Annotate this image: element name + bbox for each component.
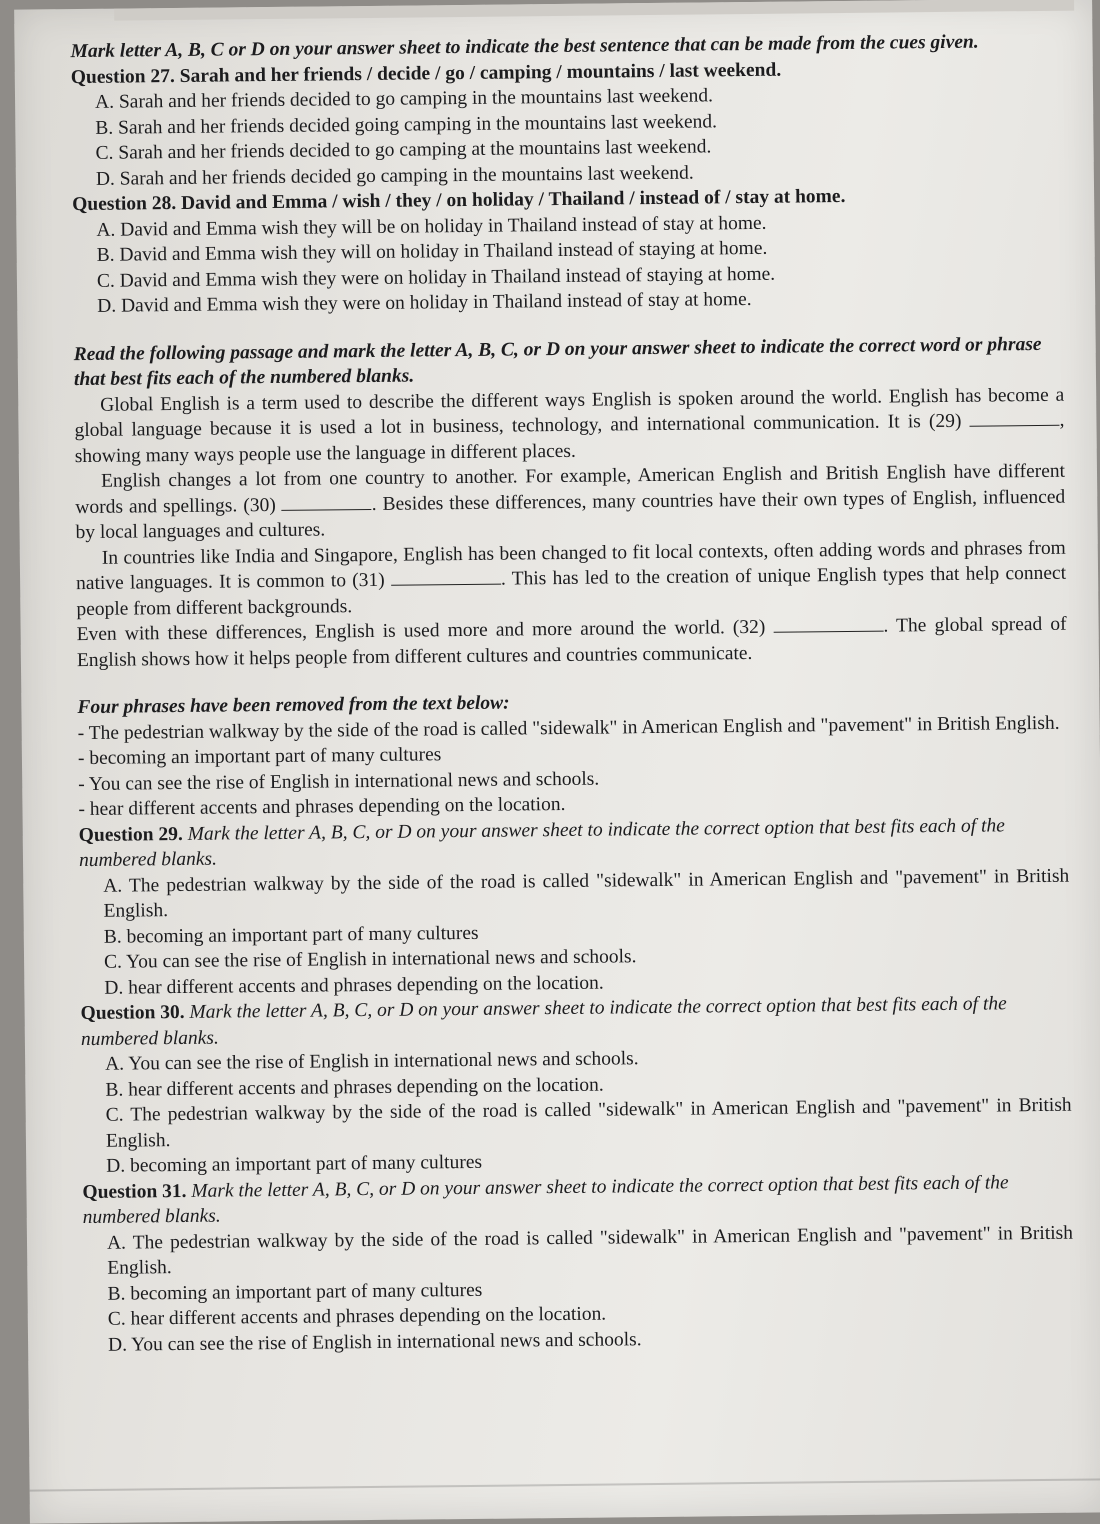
q27-option-a: A. Sarah and her friends decided to go camping in the mountains last weekend. [94,85,714,113]
q30-option-d: D. becoming an important part of many cultures [106,1151,483,1177]
question-30-prompt: Mark the letter A, B, C, or D on your answer sheet to indicate the correct option that best fits each of the numbered blanks. [80,993,1007,1050]
q29-option-a: A. The pedestrian walkway by the side of the road is called "sidewalk" in American English and "pavement" in British English. [103,865,1070,922]
removed-phrase-3: - You can see the rise of English in international news and schools. [78,768,600,795]
question-29-label: Question 29. [78,823,183,846]
q30-option-b: B. hear different accents and phrases depending on the location. [105,1074,604,1101]
q27-option-c: C. Sarah and her friends decided to go camping at the mountains last weekend. [95,136,712,164]
question-27-label: Question 27. [70,65,175,88]
passage-p3-end: . This has led to the creation of unique English types that help connect people from different backgrounds. [76,562,1067,620]
passage-p3-start: In countries like India and Singapore, English has been changed to fit local contexts, often adding words and phrases from native languages. It is common to (31) [76,537,1066,595]
q28-option-d: D. David and Emma wish they were on holiday in Thailand instead of stay at home. [97,288,752,317]
passage-paragraph-3 [76,535,1067,622]
q31-option-d: D. You can see the rise of English in international news and schools. [107,1328,642,1356]
passage-p1-start: Global English is a term used to describe the different ways English is spoken around the world. English has become a global language because it is used a lot in business, technology, and international communication. It is (29) [74,384,1065,442]
removed-phrases-heading: Four phrases have been removed from the text below: [77,692,510,719]
q31-option-b: B. becoming an important part of many cultures [107,1279,483,1305]
blank-30 [282,491,372,510]
passage-p1-end: , showing many ways people use the language in different places. [74,409,1065,467]
passage-paragraph-1 [74,382,1065,469]
blank-29 [969,408,1059,427]
question-29-prompt: Mark the letter A, B, C, or D on your answer sheet to indicate the correct option that best fits each of the numbered blanks. [78,814,1005,872]
removed-phrase-2: - becoming an important part of many cultures [77,744,442,770]
question-30-label: Question 30. [80,1001,185,1025]
q31-option-c: C. hear different accents and phrases depending on the location. [107,1303,607,1330]
question-28-cue: David and Emma / wish / they / on holiday / Thailand / instead of / stay at home. [180,185,846,214]
instructions-cues: Mark letter A, B, C or D on your answer sheet to indicate the best sentence that can be made from the cues given. [70,31,979,63]
q29-option-c: C. You can see the rise of English in international news and schools. [103,946,637,973]
passage-p4-start: Even with these differences, English is used more and more around the world. (32) [76,616,766,646]
question-27-cue: Sarah and her friends / decide / go / camping / mountains / last weekend. [179,59,782,87]
question-28-label: Question 28. [72,193,177,216]
q28-option-b: B. David and Emma wish they will on holiday in Thailand instead of staying at home. [96,237,768,266]
question-31-label: Question 31. [82,1180,187,1203]
q31-option-a: A. The pedestrian walkway by the side of the road is called "sidewalk" in American English and "pavement" in British English. [106,1222,1074,1279]
q29-option-d: D. hear different accents and phrases depending on the location. [104,972,604,999]
blank-31 [391,567,501,586]
passage-paragraph-2 [75,459,1066,546]
removed-phrase-4: - hear different accents and phrases depending on the location. [78,793,566,821]
exam-content [70,29,1074,1358]
blank-32 [773,614,883,633]
passage-p2-end: . Besides these differences, many countries have their own types of English, influenced by local languages and cultures. [75,486,1066,544]
q28-option-a: A. David and Emma wish they will be on holiday in Thailand instead of stay at home. [96,212,767,241]
exam-sheet [14,0,1100,1524]
q29-option-b: B. becoming an important part of many cultures [103,922,479,948]
q30-option-a: A. You can see the rise of English in international news and schools. [105,1048,639,1075]
passage-p2-start: English changes a lot from one country to another. For example, American English and British English have different words and spellings. (30) [75,460,1066,518]
passage-p4-end: . The global spread of English shows how it helps people from different cultures and countries communicate. [76,613,1067,671]
removed-phrase-1: - The pedestrian walkway by the side of the road is called "sidewalk" in American English and "pavement" in British English. [77,712,1060,744]
question-31-prompt: Mark the letter A, B, C, or D on your answer sheet to indicate the correct option that best fits each of the numbered blanks. [82,1171,1009,1229]
paper-edge-line [30,1478,1100,1491]
page-top-shadow [114,0,1074,21]
instructions-passage: Read the following passage and mark the letter A, B, C, or D on your answer sheet to indicate the correct word or phrase that best fits each of the numbered blanks. [73,333,1042,391]
q30-option-c: C. The pedestrian walkway by the side of the road is called "sidewalk" in American English and "pavement" in British English. [105,1094,1072,1152]
q28-option-c: C. David and Emma wish they were on holiday in Thailand instead of staying at home. [96,263,776,292]
q27-option-b: B. Sarah and her friends decided going camping in the mountains last weekend. [95,110,718,139]
q27-option-d: D. Sarah and her friends decided go camping in the mountains last weekend. [95,162,694,190]
